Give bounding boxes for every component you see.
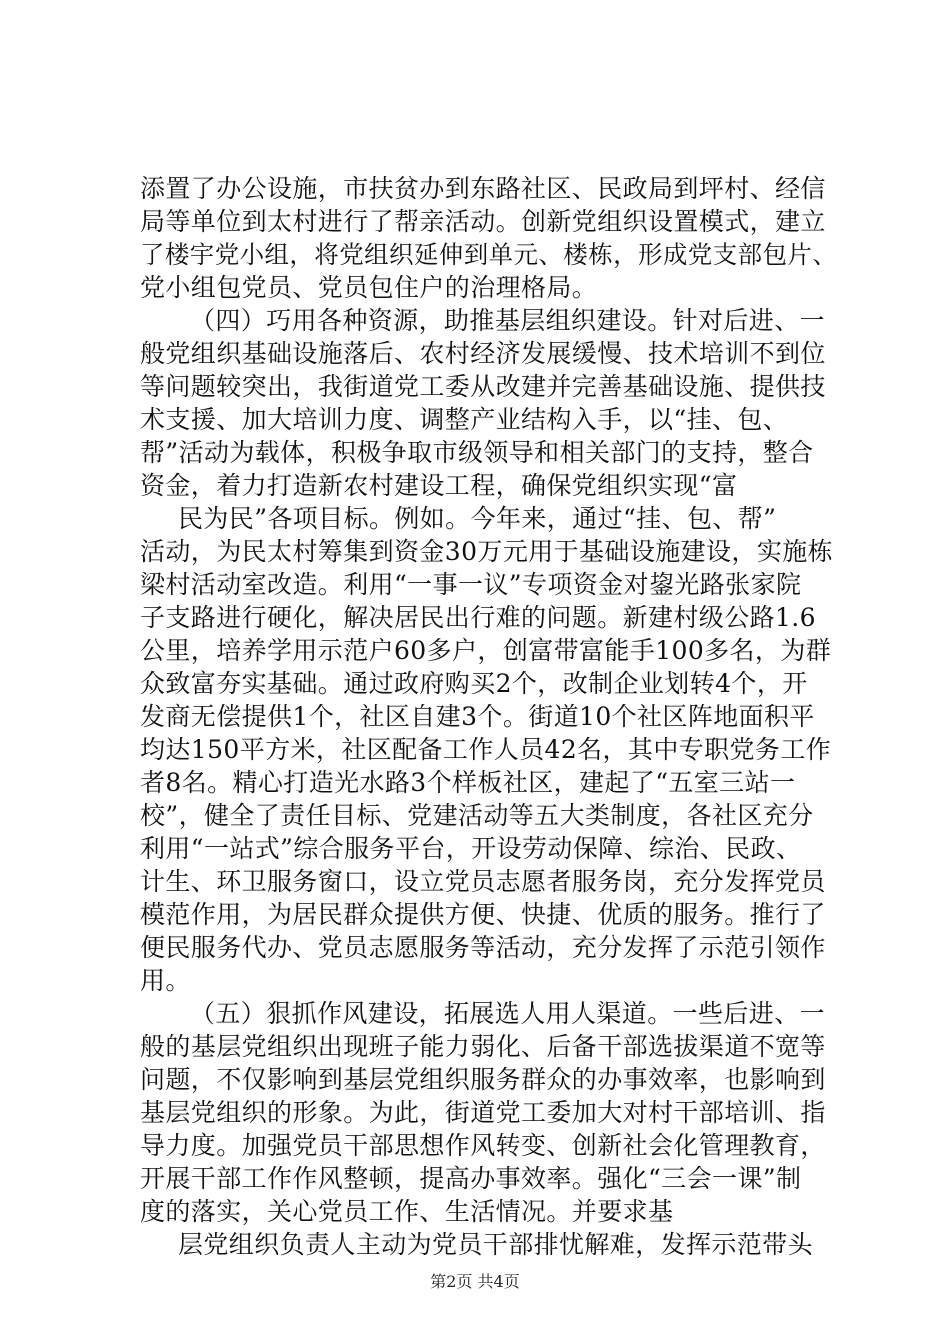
text-line: 子支路进行硬化，解决居民出行难的问题。新建村级公路1.6 xyxy=(140,603,816,632)
text-line: 民为民”各项目标。例如。今年来，通过“挂、包、帮” xyxy=(178,504,777,533)
text-line: 者8名。精心打造光水路3个样板社区，建起了“五室三站一 xyxy=(140,768,796,797)
text-line: 般的基层党组织出现班子能力弱化、后备干部选拔渠道不宽等 xyxy=(140,1032,826,1061)
text-line: 校”，健全了责任目标、党建活动等五大类制度，各社区充分 xyxy=(140,801,814,830)
text-line: （四）巧用各种资源，助推基层组织建设。针对后进、一 xyxy=(190,306,826,335)
text-line: 基层党组织的形象。为此，街道党工委加大对村干部培训、指 xyxy=(140,1098,826,1127)
text-line: 资金，着力打造新农村建设工程，确保党组织实现“富 xyxy=(140,471,738,500)
text-line: 开展干部工作作风整顿，提高办事效率。强化“三会一课”制 xyxy=(140,1164,802,1193)
text-line: 层党组织负责人主动为党员干部排忧解难，发挥示范带头 xyxy=(178,1230,814,1259)
text-line: 用。 xyxy=(140,966,191,995)
text-line: 梁村活动室改造。利用“一事一议”专项资金对鋆光路张家院 xyxy=(140,570,802,599)
page-number-footer: 第2页 共4页 xyxy=(430,1272,520,1291)
text-line: 活动，为民太村筹集到资金30万元用于基础设施建设，实施栋 xyxy=(140,537,834,566)
text-line: 计生、环卫服务窗口，设立党员志愿者服务岗，充分发挥党员 xyxy=(140,867,826,896)
text-line: （五）狠抓作风建设，拓展选人用人渠道。一些后进、一 xyxy=(190,999,826,1028)
document-body xyxy=(140,172,840,1261)
text-line: 局等单位到太村进行了帮亲活动。创新党组织设置模式，建立 xyxy=(140,207,826,236)
text-line: 众致富夯实基础。通过政府购买2个，改制企业划转4个，开 xyxy=(140,669,808,698)
text-line: 均达150平方米，社区配备工作人员42名，其中专职党务工作 xyxy=(140,735,832,764)
text-line: 添置了办公设施，市扶贫办到东路社区、民政局到坪村、经信 xyxy=(140,174,826,203)
text-line: 发商无偿提供1个，社区自建3个。街道10个社区阵地面积平 xyxy=(140,702,815,731)
text-line: 度的落实，关心党员工作、生活情况。并要求基 xyxy=(140,1197,674,1226)
text-line: 般党组织基础设施落后、农村经济发展缓慢、技术培训不到位 xyxy=(140,339,826,368)
text-line: 便民服务代办、党员志愿服务等活动，充分发挥了示范引领作 xyxy=(140,933,826,962)
text-line: 模范作用，为居民群众提供方便、快捷、优质的服务。推行了 xyxy=(140,900,826,929)
text-line: 公里，培养学用示范户60多户，创富带富能手100多名，为群 xyxy=(140,636,832,665)
text-line: 导力度。加强党员干部思想作风转变、创新社会化管理教育， xyxy=(140,1131,826,1160)
text-line: 帮”活动为载体，积极争取市级领导和相关部门的支持，整合 xyxy=(140,438,814,467)
text-line: 问题，不仅影响到基层党组织服务群众的办事效率，也影响到 xyxy=(140,1065,826,1094)
text-line: 了楼宇党小组，将党组织延伸到单元、楼栋，形成党支部包片、 xyxy=(140,240,838,269)
text-line: 等问题较突出，我街道党工委从改建并完善基础设施、提供技 xyxy=(140,372,826,401)
text-line: 党小组包党员、党员包住户的治理格局。 xyxy=(140,273,598,302)
text-line: 利用“一站式”综合服务平台，开设劳动保障、综治、民政、 xyxy=(140,834,802,863)
text-line: 术支援、加大培训力度、调整产业结构入手，以“挂、包、 xyxy=(140,405,789,434)
